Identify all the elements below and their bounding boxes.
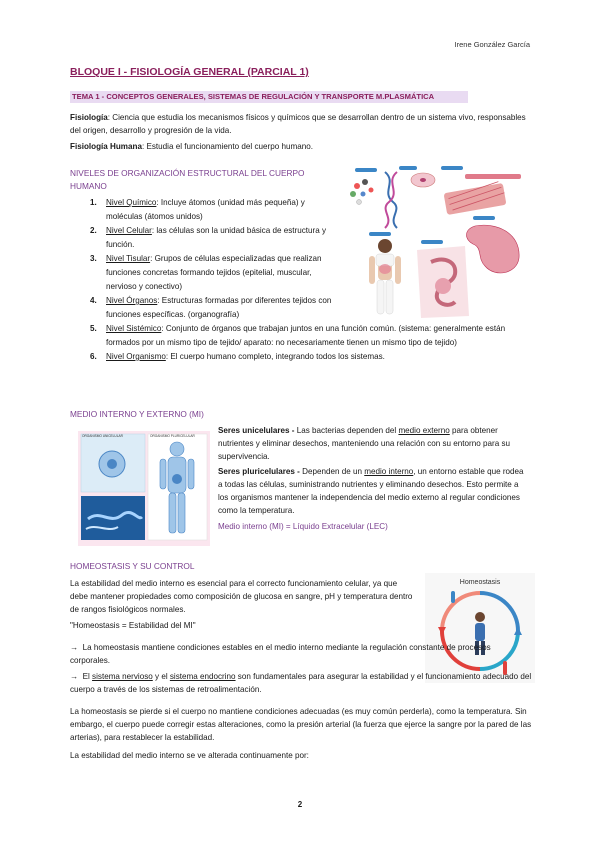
medio-heading: MEDIO INTERNO Y EXTERNO (MI) (70, 409, 204, 419)
tema-banner: TEMA 1 - CONCEPTOS GENERALES, SISTEMAS DE REGULACIÓN Y TRANSPORTE M.PLASMÁTICA (70, 91, 468, 103)
homeo-intro (70, 577, 415, 632)
nivel-item: 2. Nivel Celular: las células son la unidad básica de estructura y función. (90, 226, 327, 249)
definition-fisiologia: Fisiología: Ciencia que estudia los mecanismos físicos y químicos que se desarrollan dentro de un sistema vivo, responsables del origen, desarrollo y progresión de la vida. (70, 113, 526, 135)
human-figure-icon (369, 239, 401, 314)
unicellular-paragraph: Seres unicelulares - Las bacterias dependen del medio externo para obtener nutrientes y eliminar desechos, manteniendo una relación con su entorno para su supervivencia. (218, 426, 511, 461)
tissue-icon (444, 181, 507, 215)
niveles-list (78, 196, 506, 364)
homeo-paragraph-1: La estabilidad del medio interno es esencial para el correcto funcionamiento celular, ya que debe mantener propiedades como composición de glucosa en sangre, pH y temperatura dentro de rangos fisiológicos normales. (70, 579, 413, 614)
page-title: BLOQUE I - FISIOLOGÍA GENERAL (PARCIAL 1) (70, 66, 309, 78)
nivel-item: 6. Nivel Organismo: El cuerpo humano completo, integrando todos los sistemas. (90, 352, 385, 361)
nivel-item: 4. Nivel Órganos: Estructuras formadas por diferentes tejidos con funciones específicas. (organografía) (90, 296, 332, 319)
homeo-heading: HOMEOSTASIS Y SU CONTROL (70, 561, 195, 571)
nivel-item: 3. Nivel Tisular: Grupos de células especializadas que realizan funciones concretas formando tejidos (epitelial, muscular, nervioso y conectivo) (90, 254, 322, 291)
body-levels-illustration (345, 166, 535, 336)
organization-levels-figure (345, 166, 535, 336)
cycle-arrow-blue (480, 593, 518, 631)
homeo-paragraph-2: → La homeostasis mantiene condiciones estables en el medio interno mediante la regulación constante de procesos corporales. (70, 643, 491, 665)
cell-icon (411, 173, 435, 187)
arrow-icon: → (70, 643, 79, 652)
pluricellular-paragraph: Seres pluricelulares - Dependen de un medio interno, un entorno estable que rodea a todas las células, suministrando nutrientes y eliminando desechos. Esto permite a los organismos mantener la independencia del medio externo al regular condiciones como la temperatura. (218, 467, 524, 515)
homeo-paragraph-4: La homeostasis se pierde si el cuerpo no mantiene condiciones adecuadas (es muy común perderla), como la temperatura. Sin embargo, el cuerpo puede corregir estas alteraciones, como la presión arterial (la fuerza que ejerce la sangre por la pared de las arterias), para restablecer la estabilidad. (70, 707, 532, 742)
fig-label-pluricellular: ORGANISMO PLURICELULAR (150, 434, 195, 438)
digestive-system-icon (417, 246, 469, 318)
fig-label-unicellular: ORGANISMO UNICELULAR (82, 434, 123, 438)
niveles-heading: NIVELES DE ORGANIZACIÓN ESTRUCTURAL DEL CUERPO HUMANO (70, 168, 305, 191)
molecule-icon (350, 179, 374, 205)
homeo-quote: "Homeostasis = Estabilidad del MI" (70, 621, 196, 630)
stomach-icon (467, 225, 520, 273)
nivel-item: 1. Nivel Químico: Incluye átomos (unidad más pequeña) y moléculas (átomos unidos) (90, 198, 305, 221)
author-header: Irene González García (454, 40, 530, 49)
medio-figure (78, 431, 210, 546)
page-number: 2 (297, 800, 303, 809)
homeo-paragraph-5: La estabilidad del medio interno se ve alterada continuamente por: (70, 751, 309, 760)
homeostasis-fig-title: Homeostasis (459, 579, 501, 586)
mi-formula: Medio interno (MI) = Líquido Extracelular (LEC) (218, 522, 388, 531)
definition-fisiologia-humana: Fisiología Humana: Estudia el funcionamiento del cuerpo humano. (70, 142, 313, 151)
homeo-paragraph-3: → El sistema nervioso y el sistema endocrino son fundamentales para asegurar la estabilidad y el funcionamiento adecuado del cuerpo a través de los sistemas de retroalimentación. (70, 672, 532, 694)
dna-icon (385, 172, 397, 228)
nivel-item: 5. Nivel Sistémico: Conjunto de órganos que trabajan juntos en una función común. (sistema: generalmente están formados por un mismo tipo de tejido/ aparato: no necesariamente tienen un mismo tipo de tejido) (90, 324, 506, 347)
arrow-icon: → (70, 672, 79, 681)
definitions (70, 111, 530, 153)
homeo-details (70, 641, 532, 762)
medio-text (218, 424, 530, 533)
